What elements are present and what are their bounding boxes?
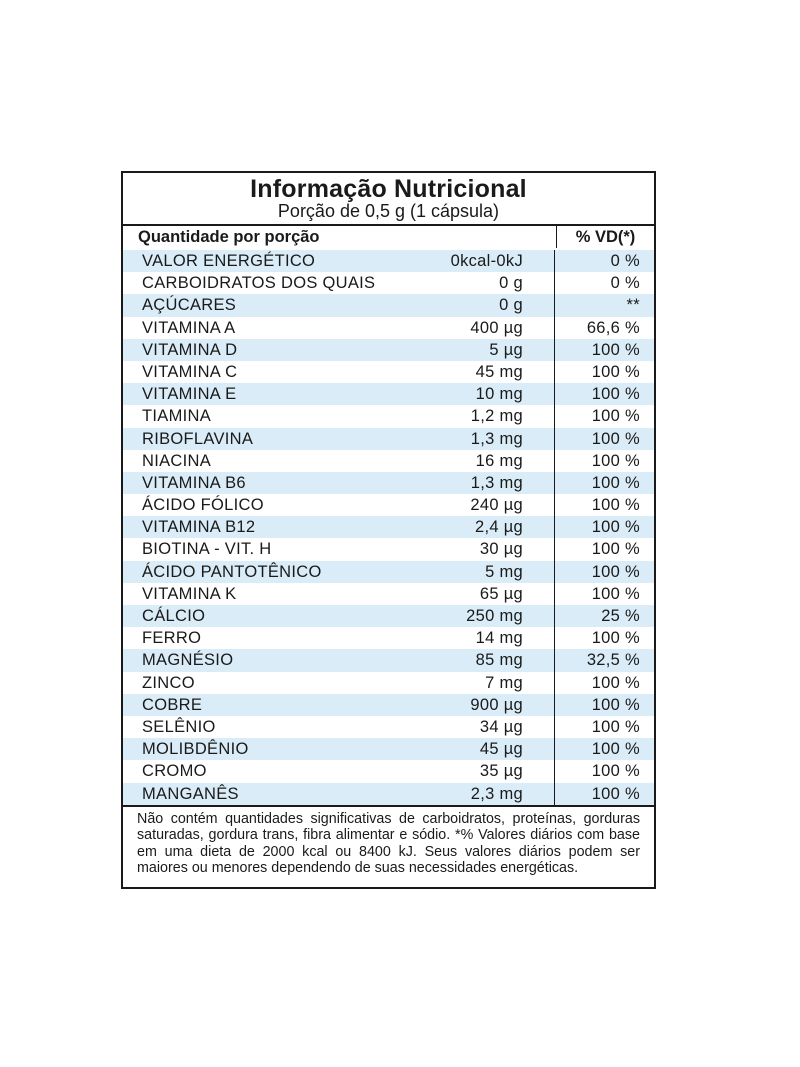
table-row <box>123 272 654 294</box>
table-row <box>123 649 654 671</box>
nutrient-name: VITAMINA B6 <box>142 473 246 492</box>
nutrient-name: RIBOFLAVINA <box>142 429 254 448</box>
table-row <box>123 428 654 450</box>
nutrient-amount: 1,2 mg <box>470 407 523 426</box>
nutrient-name: TIAMINA <box>142 407 212 426</box>
nutrient-vd: 100 % <box>591 496 640 515</box>
nutrient-name: ÁCIDO FÓLICO <box>142 496 264 515</box>
table-row <box>123 405 654 427</box>
nutrient-amount: 5 µg <box>489 340 523 359</box>
nutrient-amount: 0kcal-0kJ <box>450 252 523 270</box>
quantity-header: Quantidade por porção <box>138 228 320 246</box>
nutrient-name: VITAMINA K <box>142 584 237 603</box>
nutrient-vd: 100 % <box>591 518 640 537</box>
nutrient-vd: 100 % <box>591 473 640 492</box>
table-row <box>123 605 654 627</box>
nutrient-vd: 100 % <box>591 784 640 803</box>
nutrient-amount: 2,3 mg <box>470 784 523 803</box>
nutrient-vd: 100 % <box>591 562 640 581</box>
nutrient-amount: 400 µg <box>470 318 523 337</box>
nutrient-vd: 25 % <box>601 607 640 625</box>
table-row <box>123 339 654 361</box>
table-row <box>123 383 654 405</box>
nutrient-name: VITAMINA A <box>142 318 236 337</box>
nutrient-name: MOLIBDÊNIO <box>142 740 249 759</box>
nutrient-name: CROMO <box>142 762 207 781</box>
table-row <box>123 583 654 605</box>
table-row <box>123 627 654 649</box>
nutrient-amount: 10 mg <box>475 385 523 404</box>
nutrient-name: CARBOIDRATOS DOS QUAIS <box>142 274 376 293</box>
nutrient-vd: 100 % <box>591 429 640 448</box>
table-row <box>123 538 654 560</box>
table-row <box>123 760 654 782</box>
table-row <box>123 672 654 694</box>
nutrient-amount: 0 g <box>499 274 523 293</box>
nutrient-vd: 100 % <box>591 385 640 404</box>
nutrition-label <box>121 171 656 889</box>
table-row <box>123 738 654 760</box>
nutrient-amount: 65 µg <box>479 584 523 603</box>
nutrient-name: VALOR ENERGÉTICO <box>142 252 316 270</box>
nutrient-name: VITAMINA D <box>142 340 238 359</box>
nutrient-vd: 66,6 % <box>586 318 640 337</box>
nutrient-name: ZINCO <box>142 673 195 692</box>
nutrient-vd: 0 % <box>610 252 640 270</box>
table-row <box>123 716 654 738</box>
nutrient-amount: 1,3 mg <box>470 473 523 492</box>
nutrient-name: BIOTINA - VIT. H <box>142 540 272 559</box>
label-title: Informação Nutricional <box>250 175 527 203</box>
table-row <box>123 317 654 339</box>
nutrient-vd: 100 % <box>591 540 640 559</box>
nutrient-amount: 250 mg <box>466 607 523 625</box>
nutrient-name: ÁCIDO PANTOTÊNICO <box>142 562 322 581</box>
nutrient-amount: 240 µg <box>470 496 523 515</box>
vd-header: % VD(*) <box>556 226 654 248</box>
nutrient-name: VITAMINA C <box>142 362 238 381</box>
nutrient-amount: 45 mg <box>475 362 523 381</box>
nutrient-name: SELÊNIO <box>142 717 216 736</box>
nutrient-amount: 16 mg <box>475 451 523 470</box>
table-row <box>123 294 654 316</box>
nutrient-name: COBRE <box>142 695 203 714</box>
nutrient-vd: 32,5 % <box>586 651 640 670</box>
nutrient-vd: 100 % <box>591 407 640 426</box>
nutrient-amount: 45 µg <box>479 740 523 759</box>
nutrient-name: FERRO <box>142 629 202 648</box>
nutrient-name: AÇÚCARES <box>142 296 237 315</box>
nutrient-amount: 35 µg <box>479 762 523 781</box>
table-row <box>123 472 654 494</box>
nutrient-name: CÁLCIO <box>142 607 206 625</box>
nutrient-vd: 100 % <box>591 362 640 381</box>
nutrient-vd: 100 % <box>591 740 640 759</box>
nutrient-vd: 100 % <box>591 673 640 692</box>
nutrient-vd: 100 % <box>591 584 640 603</box>
nutrient-amount: 2,4 µg <box>474 518 523 537</box>
nutrient-amount: 5 mg <box>485 562 523 581</box>
nutrient-vd: 0 % <box>610 274 640 293</box>
table-row <box>123 450 654 472</box>
table-row <box>123 250 654 272</box>
nutrient-name: MAGNÉSIO <box>142 651 234 670</box>
nutrient-table <box>123 250 654 805</box>
table-row <box>123 783 654 805</box>
table-row <box>123 361 654 383</box>
serving-size: Porção de 0,5 g (1 cápsula) <box>277 201 500 221</box>
table-header <box>123 224 654 252</box>
nutrient-amount: 30 µg <box>479 540 523 559</box>
nutrient-amount: 0 g <box>499 296 523 315</box>
nutrient-vd: 100 % <box>591 451 640 470</box>
nutrient-amount: 1,3 mg <box>470 429 523 448</box>
nutrient-name: VITAMINA E <box>142 385 237 404</box>
nutrient-name: VITAMINA B12 <box>142 518 256 537</box>
nutrient-vd: 100 % <box>591 762 640 781</box>
table-row <box>123 516 654 538</box>
nutrient-vd: ** <box>626 296 640 315</box>
nutrient-amount: 7 mg <box>485 673 523 692</box>
nutrient-amount: 34 µg <box>479 717 523 736</box>
nutrient-amount: 14 mg <box>475 629 523 648</box>
nutrient-name: NIACINA <box>142 451 212 470</box>
nutrient-vd: 100 % <box>591 629 640 648</box>
nutrient-amount: 900 µg <box>470 695 523 714</box>
nutrient-amount: 85 mg <box>475 651 523 670</box>
nutrient-vd: 100 % <box>591 717 640 736</box>
table-row <box>123 494 654 516</box>
nutrient-vd: 100 % <box>591 340 640 359</box>
nutrient-name: MANGANÊS <box>142 784 239 803</box>
column-divider <box>554 250 555 805</box>
nutrient-vd: 100 % <box>591 695 640 714</box>
table-row <box>123 694 654 716</box>
footnote: Não contém quantidades significativas de carboidratos, proteínas, gorduras saturadas, gordura trans, fibra alimentar e sódio. *% Valores diários com base em uma dieta de 2000 kcal ou 8400 kJ. Seus valores diários podem ser maiores ou menores dependendo de suas necessidades energéticas. <box>123 805 654 889</box>
table-row <box>123 561 654 583</box>
